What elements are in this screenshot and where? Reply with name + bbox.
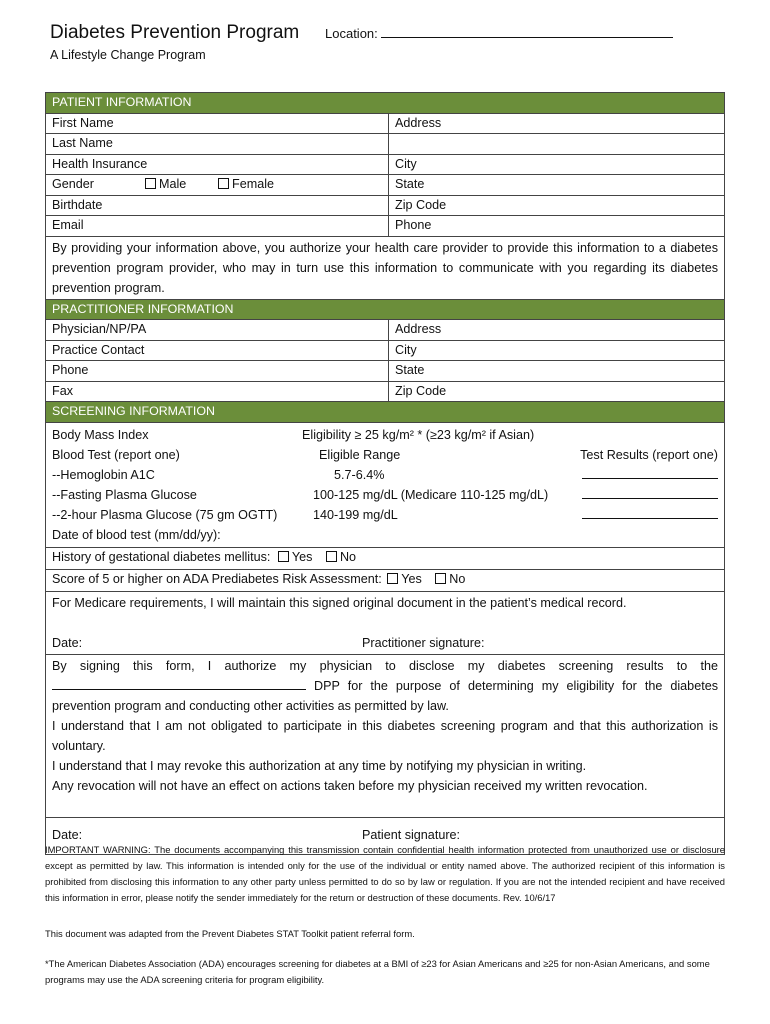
location-field[interactable] [325, 24, 673, 41]
gender-field [46, 175, 389, 196]
authorization-revocation-effect: Any revocation will not have an effect on actions taken before my physician received my written revocation. [52, 778, 648, 793]
email-field[interactable]: Email [46, 216, 389, 237]
female-checkbox[interactable] [218, 178, 229, 189]
health-insurance-field[interactable]: Health Insurance [46, 154, 389, 175]
authorization-block [46, 654, 725, 817]
adapted-note: This document was adapted from the Prevent Diabetes STAT Toolkit patient referral form. [45, 928, 415, 939]
practitioner-state-field[interactable]: State [389, 361, 725, 382]
practitioner-signature-label[interactable]: Practitioner signature: [362, 635, 485, 650]
fpg-range: 100-125 mg/dL (Medicare 110-125 mg/dL) [313, 487, 549, 502]
a1c-label: --Hemoglobin A1C [52, 467, 155, 482]
physician-field[interactable]: Physician/NP/PA [46, 320, 389, 341]
location-input-line[interactable] [381, 24, 673, 38]
ada-footnote: *The American Diabetes Association (ADA) encourages screening for diabetes at a BMI of ≥23 for Asian Americans and ≥25 for non-Asian Americans, and some programs may use the ADA screening criteria for program eligibility. [45, 958, 710, 985]
patient-zip-field[interactable]: Zip Code [389, 195, 725, 216]
fax-field[interactable]: Fax [46, 381, 389, 402]
practice-contact-field[interactable]: Practice Contact [46, 340, 389, 361]
practitioner-address-field[interactable]: Address [389, 320, 725, 341]
medicare-statement: For Medicare requirements, I will maintain this signed original document in the patient’s medical record. [52, 595, 627, 610]
authorization-voluntary: I understand that I am not obligated to participate in this diabetes screening program and that this authorization is voluntary. [52, 718, 718, 753]
risk-no-label: No [449, 572, 466, 587]
eligibility-text: Eligibility ≥ 25 kg/m² * (≥23 kg/m² if Asian) [302, 427, 535, 442]
patient-city-field[interactable]: City [389, 154, 725, 175]
patient-date-label[interactable]: Date: [52, 827, 83, 842]
test-results-label: Test Results (report one) [580, 447, 718, 462]
ogtt-result-line[interactable] [582, 506, 718, 519]
first-name-field[interactable]: First Name [46, 113, 389, 134]
birthdate-field[interactable]: Birthdate [46, 195, 389, 216]
medicare-block [46, 591, 725, 654]
location-label: Location: [325, 26, 378, 41]
practitioner-zip-field[interactable]: Zip Code [389, 381, 725, 402]
gestational-yes-checkbox[interactable] [278, 551, 289, 562]
patient-section-header: PATIENT INFORMATION [46, 93, 725, 114]
female-label: Female [232, 177, 274, 191]
blood-test-label: Blood Test (report one) [52, 447, 180, 462]
patient-address-cont-field[interactable] [389, 134, 725, 155]
bmi-label: Body Mass Index [52, 427, 149, 442]
gestational-no-checkbox[interactable] [326, 551, 337, 562]
ogtt-label: --2-hour Plasma Glucose (75 gm OGTT) [52, 507, 278, 522]
authorization-revoke: I understand that I may revoke this authorization at any time by notifying my physician in writing. [52, 758, 587, 773]
risk-score-row [46, 569, 725, 591]
page-subtitle: A Lifestyle Change Program [50, 48, 206, 62]
gestational-yes-label: Yes [291, 550, 313, 565]
referral-form-table [45, 92, 725, 855]
male-label: Male [159, 177, 187, 191]
patient-signature-label[interactable]: Patient signature: [362, 827, 461, 842]
screening-section-header: SCREENING INFORMATION [46, 402, 725, 423]
authorization-recipient-line[interactable] [52, 676, 306, 690]
fpg-result-line[interactable] [582, 486, 718, 499]
gestational-history-row [46, 547, 725, 569]
fpg-label: --Fasting Plasma Glucose [52, 487, 197, 502]
confidentiality-warning: IMPORTANT WARNING: The documents accompanying this transmission contain confidential health information protected from unauthorized use or disclosure except as permitted by law. This information is intended only for the use of the individual or entity named above. The authorized recipient of this information is prohibited from disclosing this information to any other party unless permitted to do so by law or regulation. If you are not the intended recipient and have received this information in error, please notify the sender immediately for the return or destruction of these documents. Rev. 10/6/17 [45, 844, 725, 903]
risk-no-checkbox[interactable] [435, 573, 446, 584]
authorization-line-2: DPP for the purpose of determining my eligibility for the diabetes prevention program and conducting other activities as permitted by law. [52, 678, 718, 713]
male-checkbox[interactable] [145, 178, 156, 189]
risk-score-label: Score of 5 or higher on ADA Prediabetes Risk Assessment: [52, 572, 382, 587]
patient-phone-field[interactable]: Phone [389, 216, 725, 237]
risk-yes-checkbox[interactable] [387, 573, 398, 584]
patient-state-field[interactable]: State [389, 175, 725, 196]
gestational-history-label: History of gestational diabetes mellitus: [52, 550, 271, 565]
page-title: Diabetes Prevention Program [50, 22, 300, 43]
practitioner-section-header: PRACTITIONER INFORMATION [46, 299, 725, 320]
authorization-line-1: By signing this form, I authorize my physician to disclose my diabetes screening results to the [52, 658, 718, 673]
a1c-range: 5.7-6.4% [334, 467, 385, 482]
last-name-field[interactable]: Last Name [46, 134, 389, 155]
a1c-result-line[interactable] [582, 466, 718, 479]
gender-label: Gender [52, 177, 95, 191]
screening-block [46, 422, 725, 547]
practitioner-date-label[interactable]: Date: [52, 635, 83, 650]
patient-address-field[interactable]: Address [389, 113, 725, 134]
date-blood-test-label[interactable]: Date of blood test (mm/dd/yy): [52, 527, 221, 542]
ogtt-range: 140-199 mg/dL [313, 507, 398, 522]
practitioner-city-field[interactable]: City [389, 340, 725, 361]
risk-yes-label: Yes [401, 572, 422, 587]
gestational-no-label: No [339, 550, 357, 565]
practitioner-phone-field[interactable]: Phone [46, 361, 389, 382]
consent-paragraph: By providing your information above, you authorize your health care provider to provide this information to a diabetes prevention program provider, who may in turn use this information to communicate with you regarding its diabetes prevention program. [46, 236, 725, 299]
eligible-range-label: Eligible Range [319, 447, 401, 462]
